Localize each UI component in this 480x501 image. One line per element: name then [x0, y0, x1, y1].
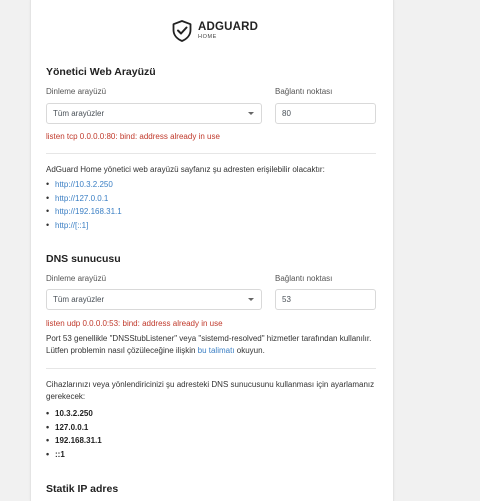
- divider: [46, 368, 376, 369]
- dns-hint-after: okuyun.: [234, 346, 265, 355]
- dns-hint-text: [46, 333, 376, 357]
- instructions-link[interactable]: bu talimatı: [197, 346, 235, 355]
- web-address-link[interactable]: • http://10.3.2.250: [46, 178, 122, 192]
- dns-section-title: DNS sunucusu: [46, 253, 121, 265]
- dns-address-item: • 127.0.0.1: [46, 421, 102, 435]
- chevron-down-icon: [248, 112, 254, 115]
- web-info-text: AdGuard Home yönetici web arayüzü sayfanız şu adresten erişilebilir olacaktır:: [46, 165, 325, 174]
- divider: [46, 153, 376, 154]
- dns-address-item: • ::1: [46, 448, 102, 462]
- web-address-link[interactable]: • http://[::1]: [46, 219, 122, 233]
- dns-port-input[interactable]: [275, 289, 376, 310]
- dns-address-item: • 10.3.2.250: [46, 407, 102, 421]
- static-ip-section-title: Statik IP adres: [46, 483, 119, 495]
- setup-card: [30, 0, 394, 501]
- dns-interface-select[interactable]: [46, 289, 262, 310]
- web-port-label: Bağlantı noktası: [275, 87, 333, 96]
- brand-name: ADGUARD: [198, 21, 259, 33]
- dns-port-label: Bağlantı noktası: [275, 274, 333, 283]
- adguard-logo: [172, 20, 258, 42]
- web-address-list: [46, 178, 122, 232]
- dns-error-text: listen udp 0.0.0.0:53: bind: address already in use: [46, 319, 223, 328]
- web-interface-select[interactable]: [46, 103, 262, 124]
- dns-address-list: [46, 407, 102, 461]
- web-interface-value: Tüm arayüzler: [53, 109, 105, 118]
- web-port-input[interactable]: [275, 103, 376, 124]
- dns-port-value: 53: [282, 295, 291, 304]
- web-section-title: Yönetici Web Arayüzü: [46, 66, 156, 78]
- web-address-link[interactable]: • http://127.0.0.1: [46, 192, 122, 206]
- brand-sub: HOME: [198, 33, 217, 40]
- chevron-down-icon: [248, 298, 254, 301]
- web-port-value: 80: [282, 109, 291, 118]
- web-address-link[interactable]: • http://192.168.31.1: [46, 205, 122, 219]
- dns-interface-value: Tüm arayüzler: [53, 295, 105, 304]
- web-error-text: listen tcp 0.0.0.0:80: bind: address already in use: [46, 132, 220, 141]
- dns-hint-before: Port 53 genellikle "DNSStubListener" veya "sistemd-resolved" hizmetler tarafından kullanılır. Lütfen problemin nasıl çözüleceğine ilişkin: [46, 334, 372, 355]
- dns-info-text: Cihazlarınızı veya yönlendiricinizi şu adresteki DNS sunucusunu kullanması için ayarlamanız gerekecek:: [46, 380, 375, 401]
- dns-address-item: • 192.168.31.1: [46, 434, 102, 448]
- dns-interface-label: Dinleme arayüzü: [46, 274, 107, 283]
- web-interface-label: Dinleme arayüzü: [46, 87, 107, 96]
- shield-check-icon: [172, 20, 192, 42]
